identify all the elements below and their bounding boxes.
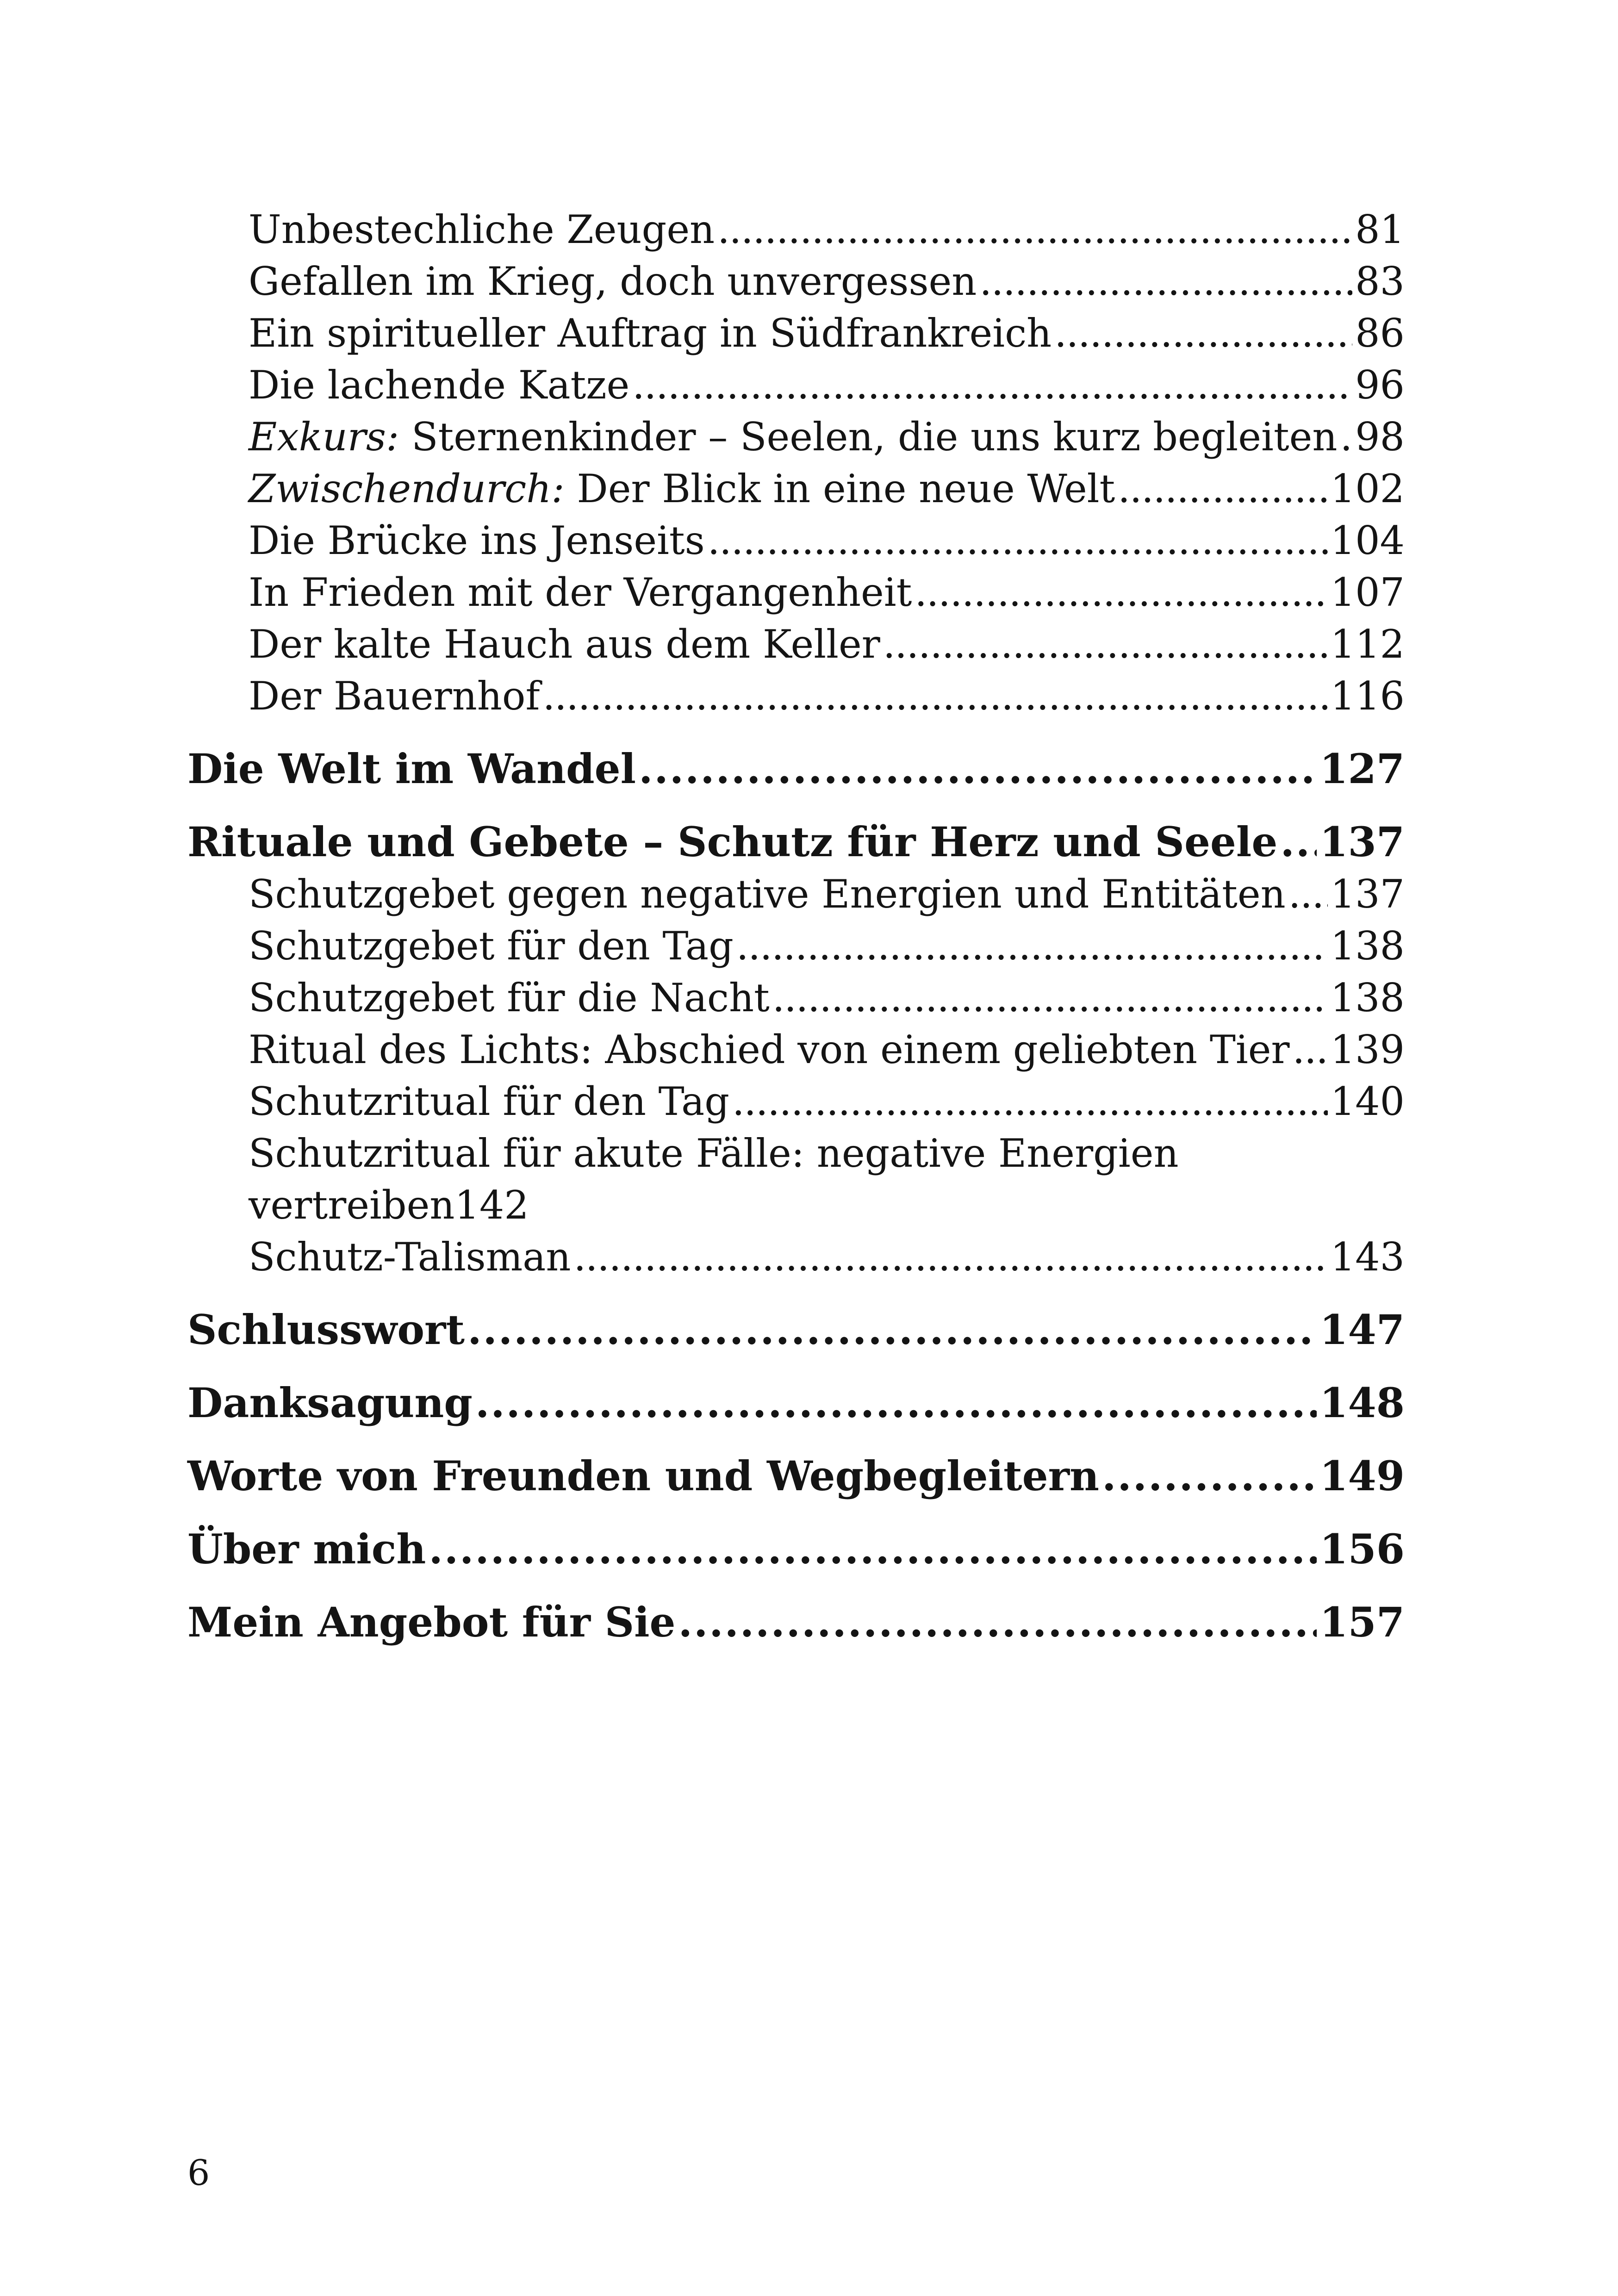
dot-leader [1054, 307, 1352, 359]
toc-entry[interactable] [187, 1127, 1405, 1231]
dot-leader [467, 1303, 1317, 1356]
toc-entry-title: Sternenkinder – Seelen, die uns kurz begleiten [411, 414, 1338, 460]
toc-entry-page: 81 [1355, 207, 1405, 252]
toc-entry[interactable] [187, 1231, 1405, 1283]
dot-leader [1102, 1450, 1317, 1502]
toc-entry-title: Schutzritual für den Tag [249, 1079, 730, 1124]
toc-chapter[interactable] [187, 1303, 1405, 1356]
toc-entry-title-group [249, 411, 1337, 463]
toc-entry-title: Schutz-Talisman [249, 1234, 571, 1280]
dot-leader [639, 742, 1317, 795]
dot-leader [883, 618, 1328, 670]
toc-entry[interactable] [187, 307, 1405, 359]
dot-leader [429, 1523, 1317, 1575]
page-number: 6 [187, 2152, 210, 2193]
toc-entry[interactable] [187, 1076, 1405, 1127]
toc-chapter[interactable] [187, 1450, 1405, 1502]
dot-leader [678, 1596, 1317, 1649]
toc-entry[interactable] [187, 411, 1405, 463]
toc-chapter[interactable] [187, 742, 1405, 795]
toc-entry[interactable] [187, 463, 1405, 515]
toc-entry-page: 142 [454, 1182, 529, 1228]
toc-chapter-title: Danksagung [187, 1379, 473, 1427]
toc-entry-title: Schutzgebet gegen negative Energien und Entitäten [249, 871, 1286, 917]
toc-chapter-title: Rituale und Gebete – Schutz für Herz und Seele [187, 818, 1278, 866]
toc-entry-page: 96 [1355, 362, 1405, 408]
toc-chapter[interactable] [187, 1376, 1405, 1429]
toc-entry-page: 116 [1330, 673, 1405, 719]
dot-leader [1293, 1024, 1328, 1076]
toc-entry-title: Unbestechliche Zeugen [249, 207, 715, 252]
dot-leader [915, 566, 1327, 618]
toc-entry[interactable] [187, 566, 1405, 618]
toc-chapter-page: 157 [1319, 1598, 1405, 1646]
toc-entry-title: Schutzritual für akute Fälle: negative Energien [249, 1131, 1179, 1176]
toc-chapter-title: Über mich [187, 1525, 426, 1573]
table-of-contents [187, 204, 1405, 1649]
dot-leader [1340, 411, 1352, 463]
toc-entry-page: 137 [1330, 871, 1405, 917]
dot-leader [732, 1076, 1328, 1127]
toc-entry-title: Ritual des Lichts: Abschied von einem geliebten Tier [249, 1027, 1290, 1072]
toc-entry[interactable] [187, 255, 1405, 307]
toc-chapter-page: 147 [1319, 1306, 1405, 1354]
toc-chapter-page: 149 [1319, 1452, 1405, 1500]
dot-leader [1118, 463, 1327, 515]
dot-leader [475, 1376, 1317, 1429]
toc-entry[interactable] [187, 920, 1405, 972]
toc-entry-title: In Frieden mit der Vergangenheit [249, 570, 912, 615]
toc-entry[interactable] [187, 359, 1405, 411]
dot-leader [573, 1231, 1327, 1283]
toc-entry-title: Die Brücke ins Jenseits [249, 518, 705, 563]
toc-entry-title: Der Blick in eine neue Welt [577, 466, 1115, 511]
toc-entry-page: 138 [1330, 923, 1405, 969]
toc-entry-title: Der Bauernhof [249, 673, 540, 719]
dot-leader [736, 920, 1328, 972]
dot-leader [717, 204, 1352, 255]
toc-entry-title: Schutzgebet für die Nacht [249, 975, 770, 1020]
toc-chapter-title: Schlusswort [187, 1306, 465, 1354]
toc-chapter[interactable] [187, 1596, 1405, 1649]
toc-chapter[interactable] [187, 1523, 1405, 1575]
toc-entry[interactable] [187, 618, 1405, 670]
toc-entry-page: 104 [1330, 518, 1405, 563]
toc-entry-continuation [249, 1179, 1405, 1231]
toc-entry-page: 140 [1330, 1079, 1405, 1124]
toc-entry-title-group [249, 463, 1115, 515]
toc-entry[interactable] [187, 670, 1405, 722]
toc-entry-page: 139 [1330, 1027, 1405, 1072]
toc-entry-title-continuation: vertreiben [249, 1182, 455, 1228]
toc-entry-prefix: Zwischendurch: [249, 466, 565, 511]
toc-entry-page: 102 [1330, 466, 1405, 511]
dot-leader [708, 515, 1328, 566]
toc-chapter-title: Die Welt im Wandel [187, 745, 636, 793]
dot-leader [979, 255, 1352, 307]
toc-chapter-page: 148 [1319, 1379, 1405, 1427]
toc-chapter-title: Mein Angebot für Sie [187, 1598, 676, 1646]
toc-entry[interactable] [187, 1024, 1405, 1076]
toc-entry[interactable] [187, 972, 1405, 1024]
toc-chapter-title: Worte von Freunden und Wegbegleitern [187, 1452, 1099, 1500]
toc-chapter[interactable] [187, 815, 1405, 868]
toc-entry-title: Gefallen im Krieg, doch unvergessen [249, 259, 977, 304]
toc-entry-page: 138 [1330, 975, 1405, 1020]
toc-chapter-page: 137 [1319, 818, 1405, 866]
toc-entry-prefix: Exkurs: [249, 414, 399, 460]
toc-entry-page: 86 [1355, 311, 1405, 356]
toc-chapter-page: 156 [1319, 1525, 1405, 1573]
dot-leader [543, 670, 1328, 722]
toc-entry[interactable] [187, 515, 1405, 566]
toc-entry-page: 107 [1330, 570, 1405, 615]
toc-entry-title: Die lachende Katze [249, 362, 630, 408]
toc-entry-page: 143 [1330, 1234, 1405, 1280]
toc-entry-title: Der kalte Hauch aus dem Keller [249, 622, 880, 667]
toc-entry-page: 83 [1355, 259, 1405, 304]
toc-entry-title: Schutzgebet für den Tag [249, 923, 734, 969]
dot-leader [1288, 868, 1328, 920]
dot-leader [1280, 815, 1317, 868]
toc-entry[interactable] [187, 204, 1405, 255]
toc-chapter-page: 127 [1319, 745, 1405, 793]
toc-entry[interactable] [187, 868, 1405, 920]
toc-entry-page: 98 [1355, 414, 1405, 460]
toc-entry-page: 112 [1330, 622, 1405, 667]
dot-leader [772, 972, 1328, 1024]
dot-leader [632, 359, 1352, 411]
toc-entry-title: Ein spiritueller Auftrag in Südfrankreich [249, 311, 1052, 356]
